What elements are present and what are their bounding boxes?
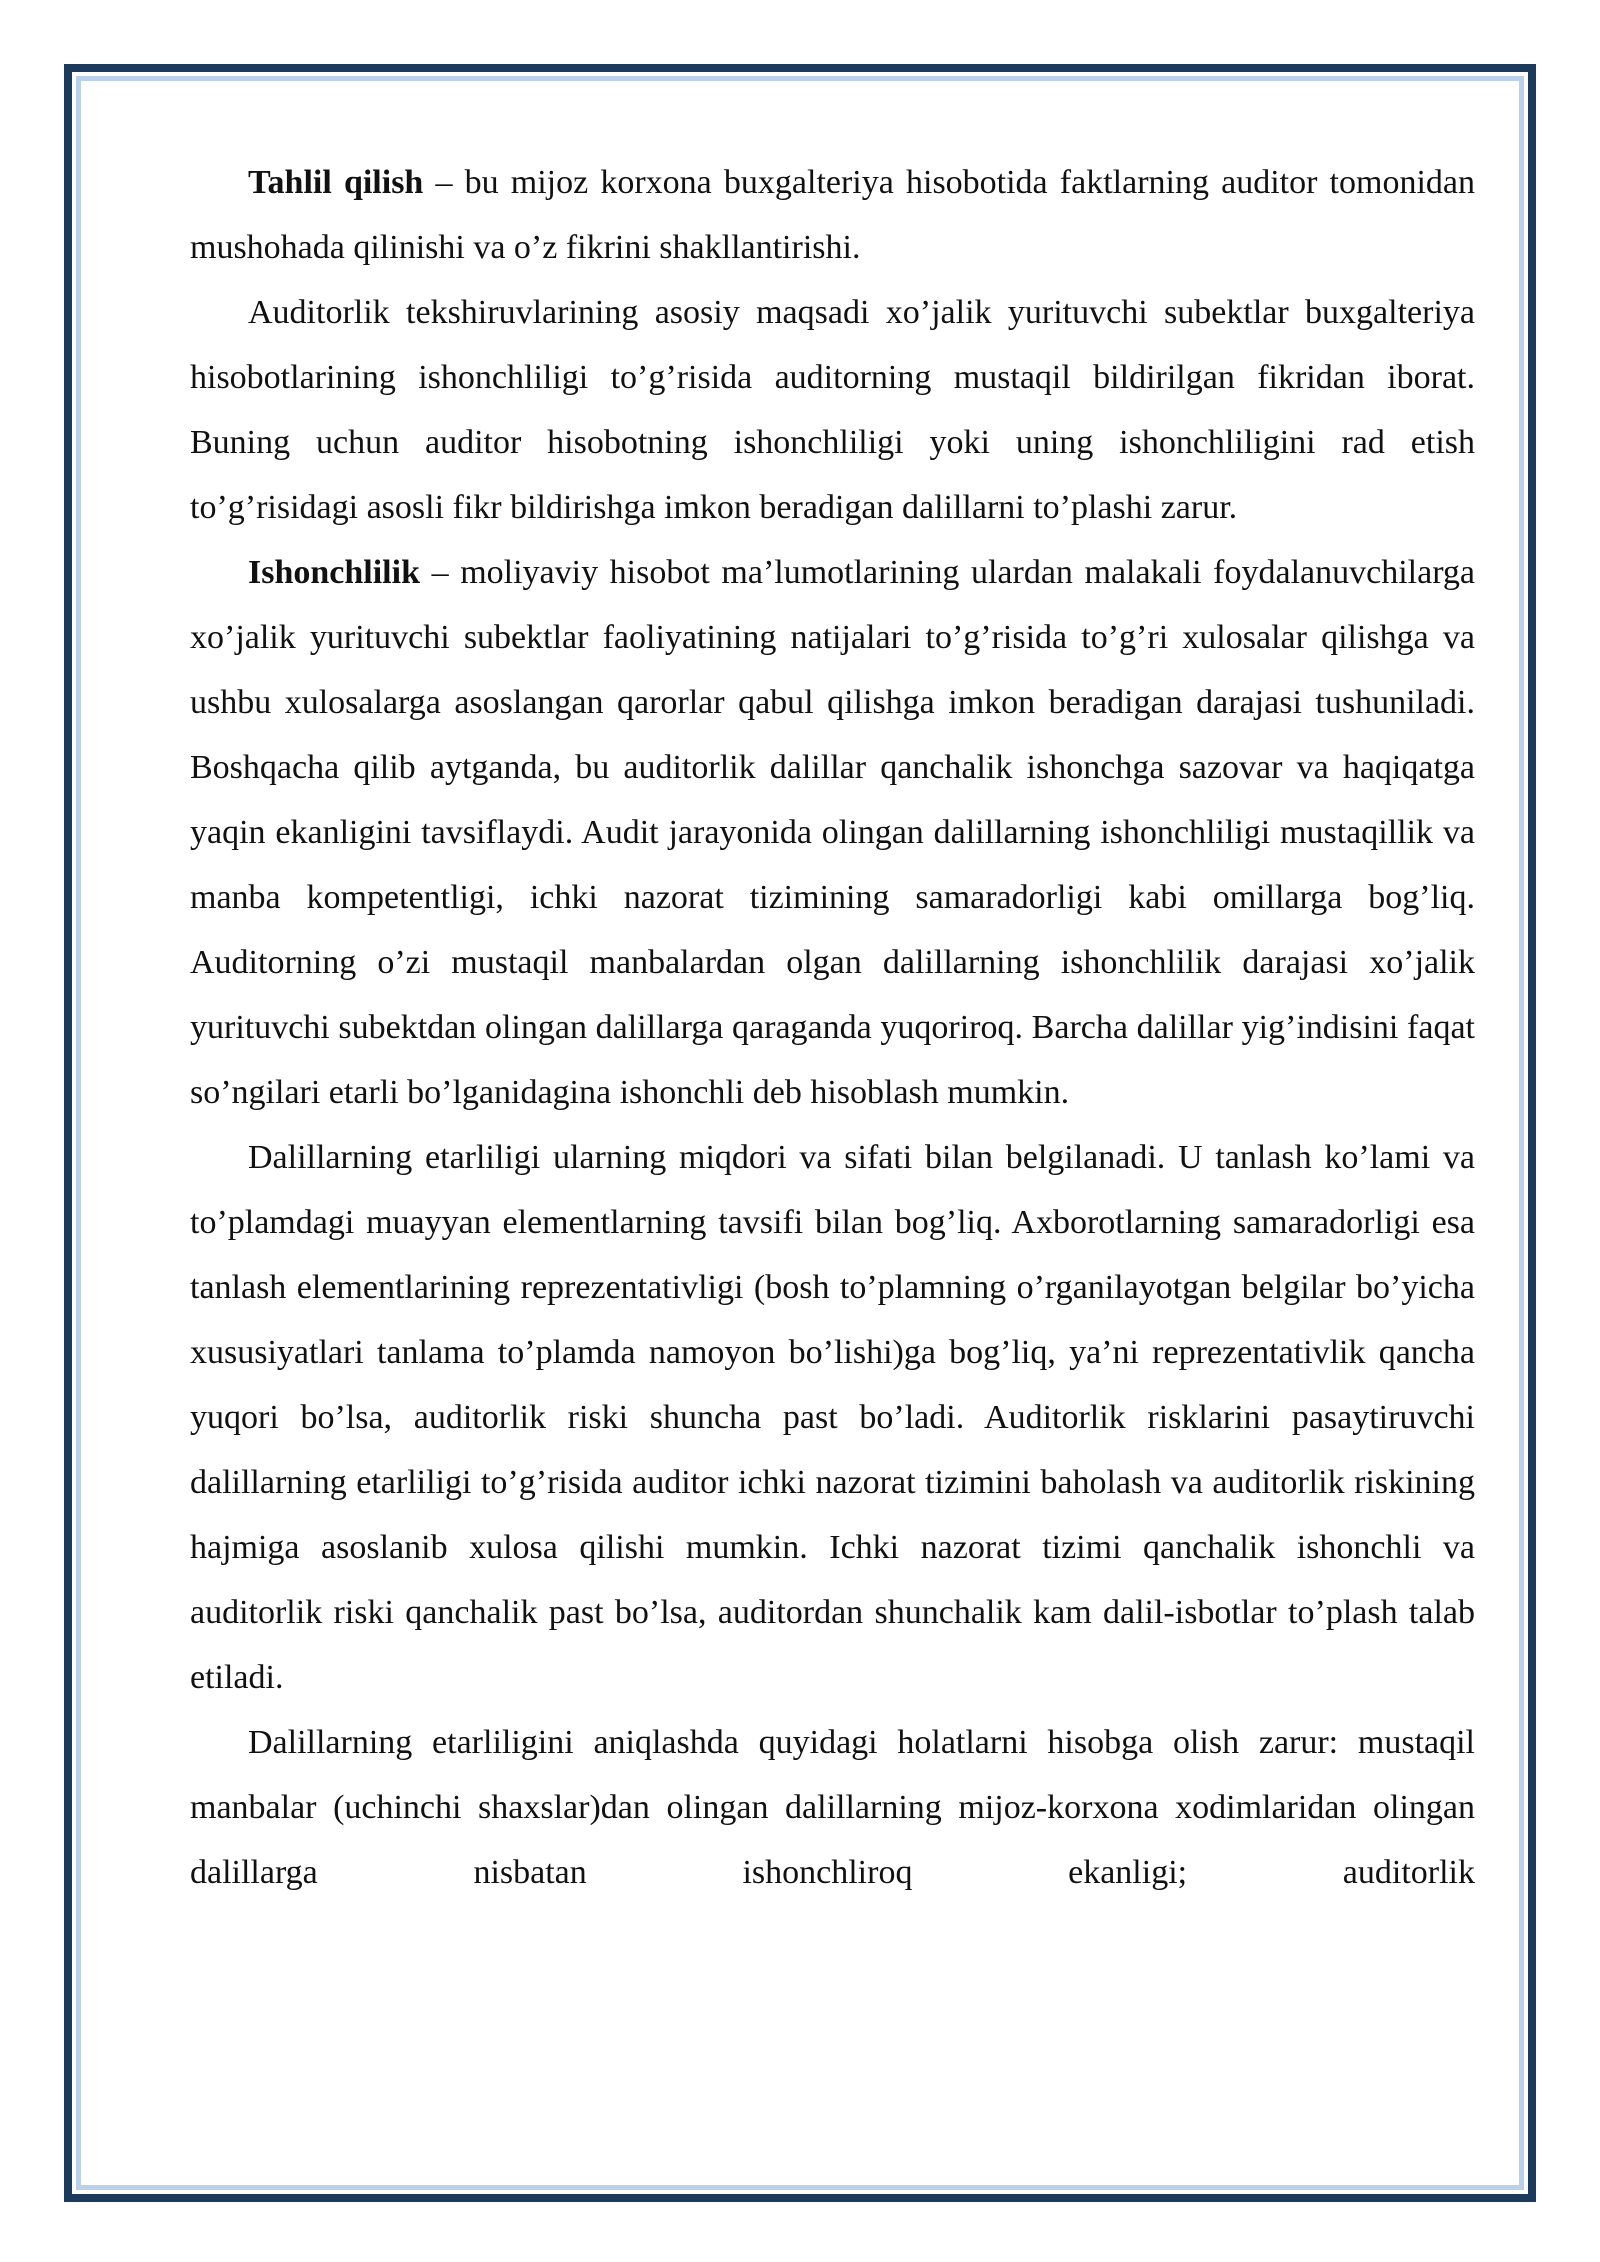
paragraph-audit-goal — [190, 280, 1475, 540]
paragraph-text: Dalillarning etarliligini aniqlashda quyidagi holatlarni hisobga olish zarur: mustaqil manbalar (uchinchi shaxslar)dan olingan dalillarning mijoz-korxona xodimlaridan olingan dalillarga nisbatan ishonchliroq ekanligi; auditorlik — [190, 1724, 1475, 1891]
paragraph-text: Dalillarning etarliligi ularning miqdori va sifati bilan belgilanadi. U tanlash ko’lami va to’plamdagi muayyan elementlarning tavsifi bilan bog’liq. Axborotlarning samaradorligi esa tanlash elementlarining reprezentativligi (bosh to’plamning o’rganilayotgan belgilar bo’yicha xususiyatlari tanlama to’plamda namoyon bo’lishi)ga bog’liq, ya’ni reprezentativlik qancha yuqori bo’lsa, auditorlik riski shuncha past bo’ladi. Auditorlik risklarini pasaytiruvchi dalillarning etarliligi to’g’risida auditor ichki nazorat tizimini baholash va auditorlik riskining hajmiga asoslanib xulosa qilishi mumkin. Ichki nazorat tizimi qanchalik ishonchli va auditorlik riski qanchalik past bo’lsa, auditordan shunchalik kam dalil-isbotlar to’plash talab etiladi. — [190, 1139, 1475, 1696]
term-tahlil-qilish: Tahlil qilish — [248, 164, 424, 201]
paragraph-etarlilik-aniqlash — [190, 1710, 1475, 1905]
paragraph-ishonchlilik — [190, 540, 1475, 1125]
paragraph-text: Auditorlik tekshiruvlarining asosiy maqsadi xo’jalik yurituvchi subektlar buxgalteriya hisobotlarining ishonchliligi to’g’risida auditorning mustaqil bildirilgan fikridan iborat. Buning uchun auditor hisobotning ishonchliligi yoki uning ishonchliligini rad etish to’g’risidagi asosli fikr bildirishga imkon beradigan dalillarni to’plashi zarur. — [190, 294, 1475, 526]
paragraph-text: – bu mijoz korxona buxgalteriya hisobotida faktlarning auditor tomonidan mushohada qilinishi va o’z fikrini shakllantirishi. — [190, 164, 1475, 266]
paragraph-etarlilik — [190, 1125, 1475, 1710]
term-ishonchlilik: Ishonchlilik — [248, 554, 420, 591]
paragraph-text: – moliyaviy hisobot ma’lumotlarining ulardan malakali foydalanuvchilarga xo’jalik yurituvchi subektlar faoliyatining natijalari to’g’risida to’g’ri xulosalar qilishga va ushbu xulosalarga asoslangan qarorlar qabul qilishga imkon beradigan darajasi tushuniladi. Boshqacha qilib aytganda, bu auditorlik dalillar qanchalik ishonchga sazovar va haqiqatga yaqin ekanligini tavsiflaydi. Audit jarayonida olingan dalillarning ishonchliligi mustaqillik va manba kompetentligi, ichki nazorat tizimining samaradorligi kabi omillarga bog’liq. Auditorning o’zi mustaqil manbalardan olgan dalillarning ishonchlilik darajasi xo’jalik yurituvchi subektdan olingan dalillarga qaraganda yuqoriroq. Barcha dalillar yig’indisini faqat so’ngilari etarli bo’lganidagina ishonchli deb hisoblash mumkin. — [190, 554, 1475, 1111]
paragraph-tahlil-qilish — [190, 150, 1475, 280]
document-body — [190, 150, 1475, 1905]
